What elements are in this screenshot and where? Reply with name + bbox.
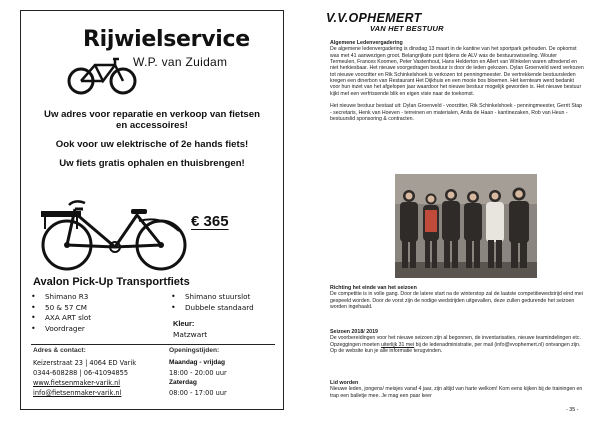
feature-item: • Shimano stuurslot	[169, 292, 254, 303]
board-group-photo	[395, 174, 537, 278]
transport-bike-image	[39, 199, 189, 273]
contact-address: Keizerstraat 23 | 4064 ED Varik	[33, 359, 137, 367]
opening-hours-heading: Openingstijden:	[169, 347, 220, 354]
logo-bicycle-icon	[67, 55, 139, 95]
contact-email-link[interactable]: info@fietsenmaker-varik.nl	[33, 389, 122, 397]
club-masthead: V.V.OPHEMERT	[326, 11, 422, 25]
contact-phone: 0344-608288 | 06-41094855	[33, 369, 129, 377]
section-title: VAN HET BESTUUR	[370, 24, 444, 33]
board-members-paragraph: Het nieuwe bestuur bestaat uit: Dylan Groenveld - voorzitter, Rik Schinkelshoek - penningmeester, Gerrit Stap - secretaris, Henk van Hoeven - terreinen en materialen, Anita de Haan - kantinezaken, Rob van Heun - bestuurslid sponsoring & contracten.	[330, 103, 583, 123]
article-membership	[330, 380, 584, 399]
page-number: - 35 -	[566, 407, 579, 413]
color-value: Matzwart	[173, 330, 208, 339]
deadline-underlined: uiterlijk 31 mei	[381, 341, 415, 348]
tagline-accessories: en accessoires!	[116, 120, 188, 131]
article-season-end	[330, 285, 584, 310]
article-body	[330, 335, 584, 354]
article-heading: Richting het einde van het seizoen	[330, 285, 417, 291]
feature-item: • Shimano R3	[29, 292, 91, 303]
feature-list-right	[169, 292, 254, 313]
article-heading: Algemene Ledenvergadering	[330, 40, 403, 46]
article-general-meeting	[330, 40, 584, 122]
article-body: De competitie is in volle gang. Door de latere start na de winterstop zal de laatste competitiewedstrijd eind mei gespeeld worden. Door de vorst zijn de nodige wedstrijden uitgevallen, deze zullen gedurende het seizoen worden ingehaald.	[330, 291, 583, 311]
article-body-end: bij de ledenadministratie, per mail (info@vvophemert.nl) ontvangen zijn. Op de website kun je alle informatie terugvinden.	[330, 341, 581, 355]
group-photo-image	[395, 174, 537, 278]
shop-brand-name: Rijwielservice	[83, 27, 250, 52]
article-heading: Lid worden	[330, 380, 359, 386]
product-title: Avalon Pick-Up Transportfiets	[33, 276, 190, 288]
saturday-label: Zaterdag	[169, 379, 197, 386]
color-label: Kleur:	[173, 319, 195, 328]
tagline-electric-secondhand: Ook voor uw elektrische of 2e hands fiets!	[55, 139, 249, 150]
article-body: Nieuwe leden, jongens/ meisjes vanaf 4 jaar, zijn altijd van harte welkom! Kom eens kijken bij de trainingen en trap een balletje mee. Je mag een paar keer	[330, 386, 583, 399]
article-season-2018-2019	[330, 329, 584, 354]
feature-item: • Voordrager	[29, 324, 91, 335]
saturday-hours: 08:00 - 17:00 uur	[169, 389, 227, 397]
article-body-start: De voorbereidingen voor het nieuwe seizoen zijn al begonnen, de inventarisaties, nieuwe teamindelingen etc. Opzeggingen moeten	[330, 335, 581, 348]
weekdays-label: Maandag - vrijdag	[169, 359, 226, 366]
contact-website-link[interactable]: www.fietsenmaker-varik.nl	[33, 379, 121, 387]
feature-item: • AXA ART slot	[29, 313, 91, 324]
contact-heading: Adres & contact:	[33, 347, 86, 354]
feature-item: • 50 & 57 CM	[29, 303, 91, 314]
weekdays-hours: 18:00 - 20:00 uur	[169, 369, 227, 377]
feature-item: • Dubbele standaard	[169, 303, 254, 314]
price-label: € 365	[191, 213, 229, 230]
feature-list-left	[29, 292, 91, 334]
tagline-repair-sales: Uw adres voor reparatie en verkoop van fietsen	[44, 109, 260, 120]
tagline-pickup-delivery: Uw fiets gratis ophalen en thuisbrengen!	[59, 158, 245, 169]
article-body: De algemene ledenvergadering is dinsdag 13 maart in de kantine van het sportpark gehouden. De opkomst was met 41 aanwezigen groot. Belangrijkste punt tijdens de ALV was de bestuurswisseling. Wouter Termeulen, Frances Koomen, Peter Vastenhout, Hans Helderton en Allert van Winkelen waren aftredend en niet herkiesbaar. Het nieuwe voorgedragen bestuur is door de leden gekozen. Dylan Groenveld werd verkozen tot nieuwe voorzitter en Rik Schinkelshoek is verkozen tot penningmeester. De vertrekkende bestuursleden kregen een dinerbon van Restaurant Het Dijkhuis en een mooie bos bloemen. Het kernteam werd bedankt voor hun inzet van het afgelopen jaar waardoor het nieuwe bestuur mogelijk geworden is. Het nieuwe bestuur kijkt met een verfrissende blik en eigen visie naar de toekomst.	[330, 46, 584, 97]
bike-shop-advertisement	[20, 10, 284, 410]
article-heading: Seizoen 2018/ 2019	[330, 329, 378, 335]
shop-owner-name: W.P. van Zuidam	[133, 55, 228, 69]
divider	[31, 344, 275, 345]
